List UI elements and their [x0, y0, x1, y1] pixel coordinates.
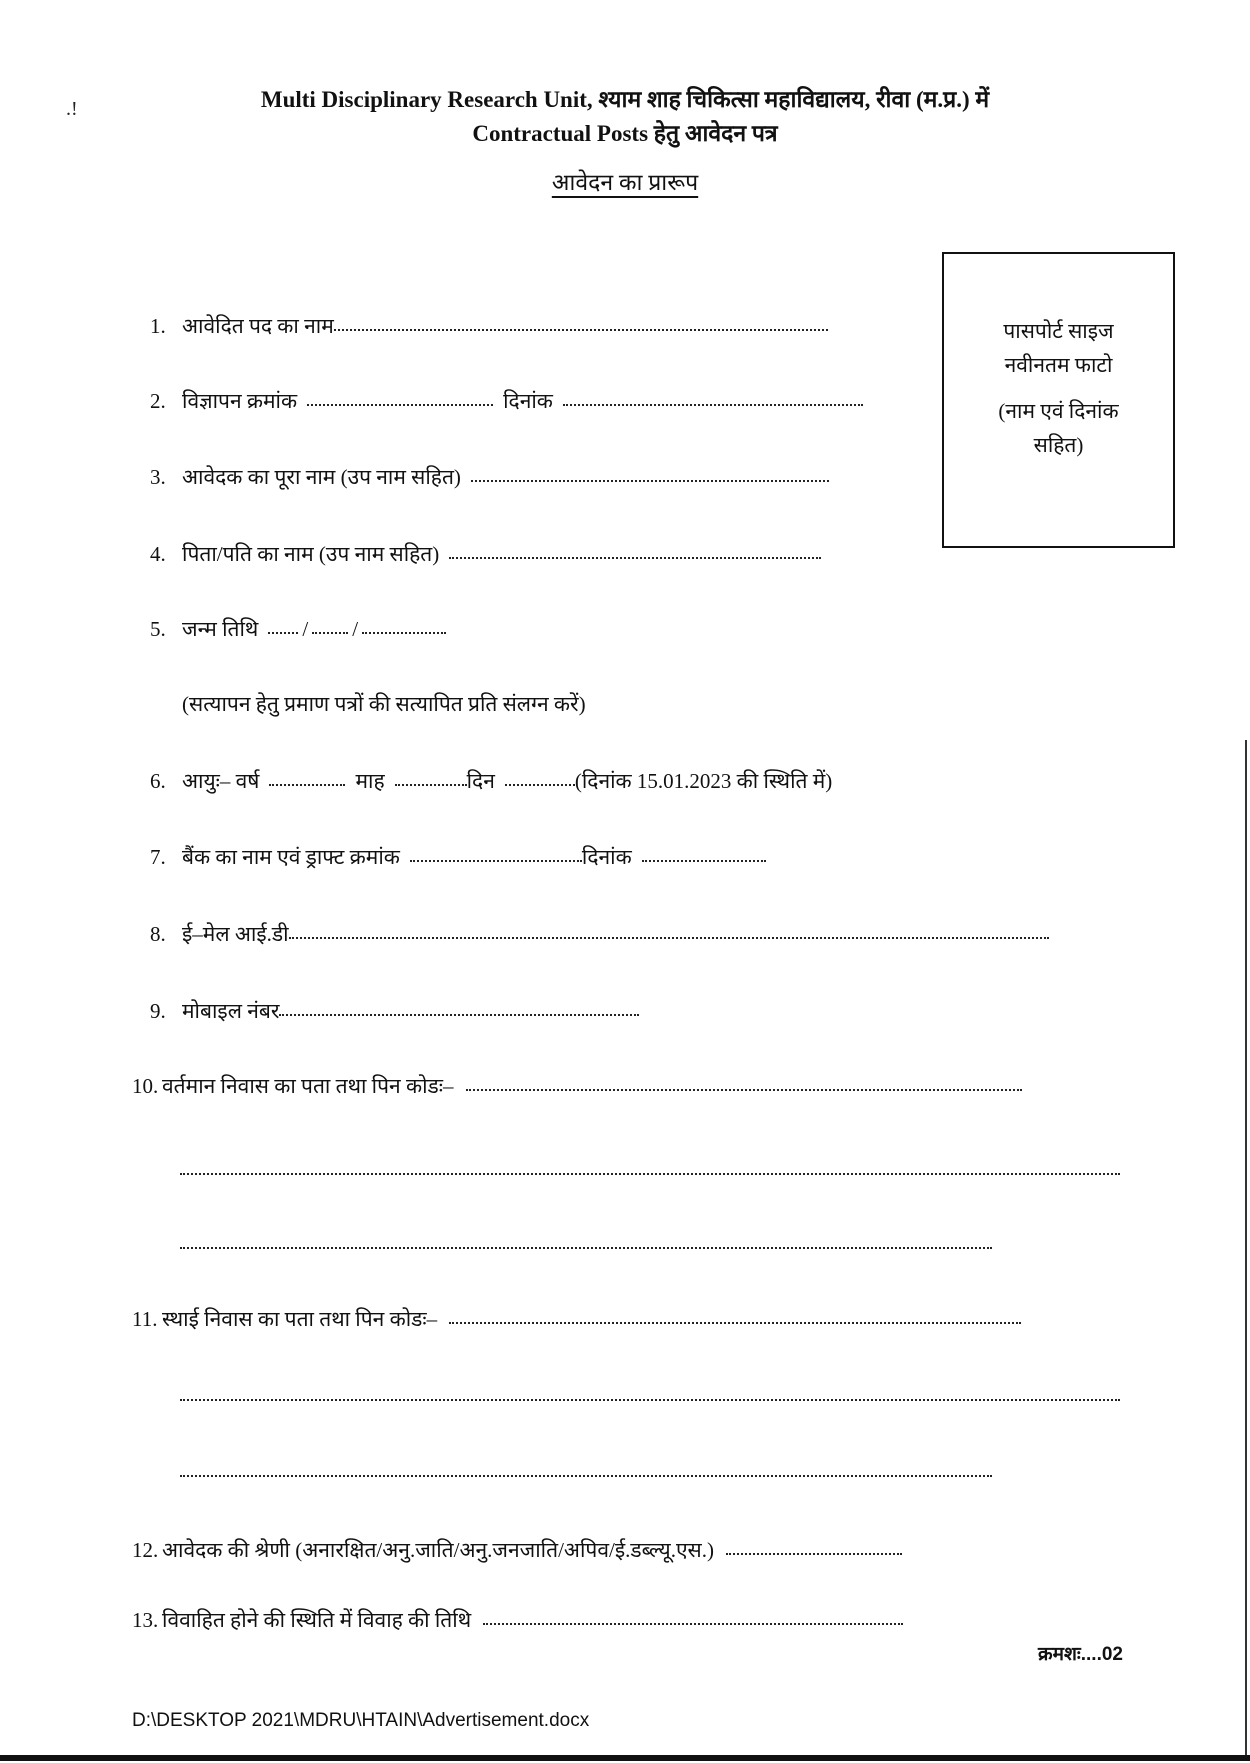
applicant-name-input[interactable]	[471, 479, 829, 482]
form-subtitle	[0, 165, 1250, 197]
current-address-line-2[interactable]	[180, 1172, 1120, 1175]
field-permanent-address	[132, 1305, 1025, 1333]
field-label: माह	[355, 769, 385, 793]
header-line-2: Contractual Posts हेतु आवेदन पत्र	[472, 121, 778, 146]
field-number: 12.	[132, 1538, 159, 1562]
header-line-1: Multi Disciplinary Research Unit, श्याम शाह चिकित्सा महाविद्यालय, रीवा (म.प्र.) में	[260, 87, 990, 112]
current-address-line-3[interactable]	[180, 1246, 992, 1249]
field-current-address	[132, 1072, 1026, 1100]
field-age	[150, 767, 832, 795]
field-label: आवेदित पद का नाम	[182, 314, 334, 338]
verification-note: (सत्यापन हेतु प्रमाण पत्रों की सत्यापित प्रति संलग्न करें)	[182, 692, 586, 716]
field-number: 1.	[150, 314, 166, 338]
scan-mark: .!	[66, 98, 78, 120]
photo-box-line: पासपोर्ट साइज	[1003, 319, 1114, 343]
file-path-footer: D:\DESKTOP 2021\MDRU\HTAIN\Advertisement.docx	[132, 1710, 590, 1731]
field-number: 3.	[150, 465, 166, 489]
field-number: 11.	[132, 1307, 158, 1331]
photo-box	[942, 252, 1175, 548]
permanent-address-line-2[interactable]	[180, 1398, 1120, 1401]
field-email	[150, 920, 1053, 948]
draft-date-input[interactable]	[642, 859, 766, 862]
advertisement-number-input[interactable]	[307, 403, 493, 406]
field-bank-draft	[150, 843, 770, 871]
category-input[interactable]	[726, 1552, 902, 1555]
page-bottom-border	[0, 1755, 1250, 1761]
dob-year-input[interactable]	[362, 631, 446, 634]
field-label: ई–मेल आई.डी	[182, 922, 289, 946]
field-label: स्थाई निवास का पता तथा पिन कोडः–	[162, 1307, 438, 1331]
mobile-input[interactable]	[279, 1013, 639, 1016]
field-number: 10.	[132, 1074, 159, 1098]
photo-box-line: नवीनतम फाटो	[1004, 353, 1113, 377]
field-label: आवेदक की श्रेणी (अनारक्षित/अनु.जाति/अनु.जनजाति/अपिव/ई.डब्ल्यू.एस.)	[162, 1538, 714, 1562]
field-label: जन्म तिथि	[182, 617, 259, 641]
continued-page-marker: क्रमशः....02	[1038, 1644, 1123, 1665]
permanent-address-line-1[interactable]	[449, 1321, 1021, 1324]
field-label: दिन	[466, 769, 495, 793]
post-name-input[interactable]	[334, 328, 828, 331]
advertisement-date-input[interactable]	[563, 403, 863, 406]
age-reference-date: (दिनांक 15.01.2023 की स्थिति में)	[574, 769, 833, 793]
page-edge-line	[1245, 740, 1247, 1758]
draft-number-input[interactable]	[410, 859, 582, 862]
field-father-name	[150, 540, 825, 568]
field-marriage-date	[132, 1606, 907, 1634]
field-number: 5.	[150, 617, 166, 641]
field-label: दिनांक	[581, 845, 632, 869]
photo-box-line: (नाम एवं दिनांक	[998, 399, 1119, 423]
field-category	[132, 1536, 906, 1564]
age-months-input[interactable]	[395, 783, 467, 786]
permanent-address-line-3[interactable]	[180, 1474, 992, 1477]
field-mobile	[150, 997, 643, 1025]
field-applicant-name	[150, 463, 833, 491]
field-label: दिनांक	[503, 389, 553, 413]
field-number: 8.	[150, 922, 166, 946]
field-number: 7.	[150, 845, 166, 869]
photo-box-line: सहित)	[1033, 433, 1084, 457]
field-number: 6.	[150, 769, 166, 793]
email-input[interactable]	[289, 936, 1049, 939]
field-number: 2.	[150, 389, 166, 413]
field-number: 9.	[150, 999, 166, 1023]
age-years-input[interactable]	[269, 783, 345, 786]
field-advertisement	[150, 387, 867, 415]
field-label: विवाहित होने की स्थिति में विवाह की तिथि	[162, 1608, 472, 1632]
dob-day-input[interactable]	[268, 631, 298, 634]
field-post-name	[150, 312, 832, 340]
field-label: मोबाइल नंबर	[182, 999, 280, 1023]
field-dob	[150, 615, 450, 643]
dob-month-input[interactable]	[312, 631, 348, 634]
field-number: 4.	[150, 542, 166, 566]
field-number: 13.	[132, 1608, 159, 1632]
date-separator: /	[302, 617, 309, 641]
field-label: आवेदक का पूरा नाम (उप नाम सहित)	[182, 465, 461, 489]
age-days-input[interactable]	[505, 783, 575, 786]
field-label: पिता/पति का नाम (उप नाम सहित)	[182, 542, 440, 566]
field-label: बैंक का नाम एवं ड्राफ्ट क्रमांक	[182, 845, 400, 869]
field-label: वर्तमान निवास का पता तथा पिन कोडः–	[162, 1074, 454, 1098]
marriage-date-input[interactable]	[483, 1622, 903, 1625]
field-label: आयुः– वर्ष	[182, 769, 260, 793]
dob-note	[182, 690, 586, 718]
current-address-line-1[interactable]	[466, 1088, 1022, 1091]
subtitle-text: आवेदन का प्रारूप	[551, 170, 699, 195]
father-name-input[interactable]	[449, 556, 821, 559]
date-separator: /	[352, 617, 359, 641]
field-label: विज्ञापन क्रमांक	[182, 389, 298, 413]
